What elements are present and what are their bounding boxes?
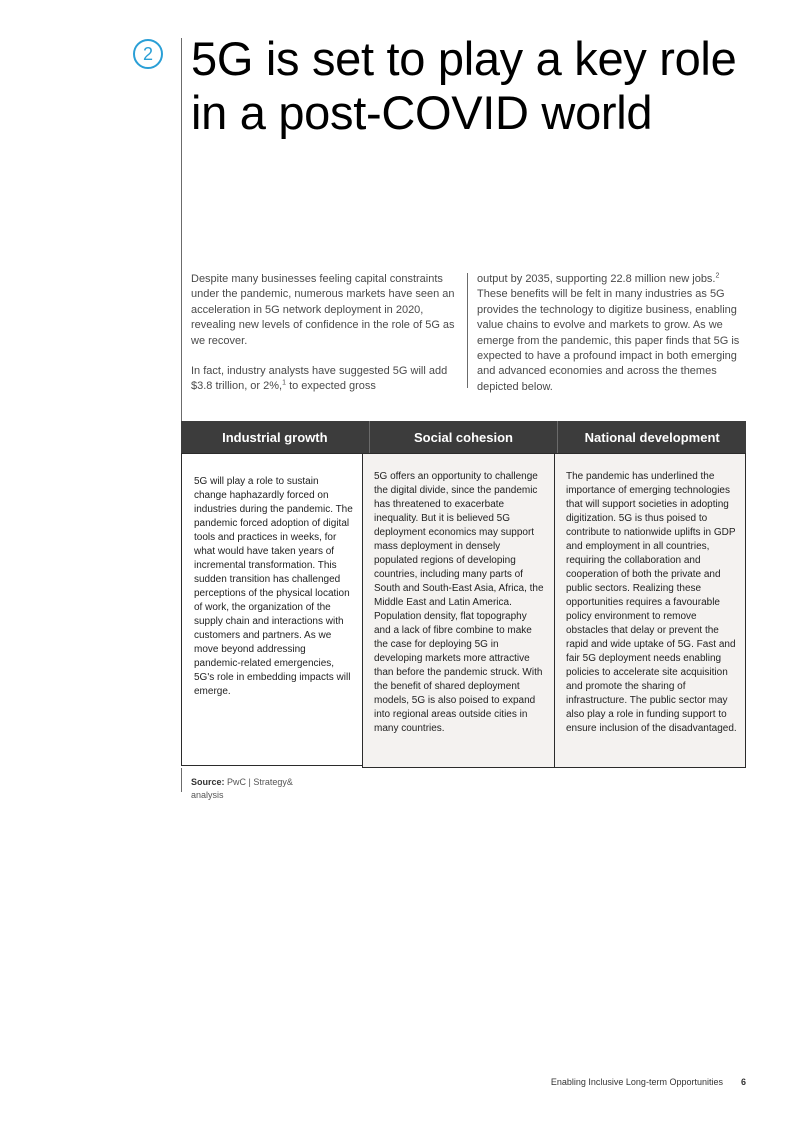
footnote-ref-2[interactable]: 2 <box>715 272 720 280</box>
source-label: Source: <box>191 777 225 787</box>
source-vertical-rule <box>181 768 182 792</box>
page-title: 5G is set to play a key role in a post-COVID world <box>191 32 737 139</box>
intro-paragraph-1: Despite many businesses feeling capital constraints under the pandemic, numerous markets have seen an acceleration in 5G network deployment in 2020, revealing new levels of confidence in the role of 5G as we recover. <box>191 273 455 347</box>
social-cohesion-text: 5G offers an opportunity to challenge the digital divide, since the pandemic has threatened to exacerbate inequality. But it is believed 5G deployment economics may support mass deployment in densely populated regions of developing countries, including many parts of South and South-East Asia, Africa, the Middle East and Latin America. Population density, flat topography and a lack of fibre combine to make the case for deploying 5G in developing markets more attractive than before the pandemic struck. With the benefit of shared deployment models, 5G is also poised to expand into regional areas outside cities in many countries. <box>374 471 544 734</box>
intro-column-divider <box>467 273 468 388</box>
page-number: 6 <box>740 1077 746 1087</box>
intro-paragraph-2-tail: to expected gross <box>286 380 376 393</box>
header-industrial-growth: Industrial growth <box>222 430 328 445</box>
section-number: 2 <box>142 43 153 64</box>
header-social-cohesion: Social cohesion <box>369 421 558 454</box>
intro-right-column <box>477 272 749 410</box>
title-vertical-rule <box>181 38 182 422</box>
industrial-growth-text: 5G will play a role to sustain change haphazardly forced on industries during the pandemic. The pandemic forced adoption of digital tools and practices in weeks, for what would have taken years of incremental transformation. This sudden transition has challenged perceptions of the physical location of work, the organization of the supply chain and interactions with customers and partners. As we move beyond addressing pandemic-related emergencies, 5G's role in embedding impacts will emerge. <box>194 476 353 697</box>
social-cohesion-box <box>362 453 555 768</box>
intro-paragraph-2 <box>191 364 461 395</box>
intro-paragraph-3-head: output by 2035, supporting 22.8 million new jobs. <box>477 273 716 285</box>
industrial-growth-box <box>181 453 363 766</box>
national-development-box <box>554 453 746 768</box>
footer-document-title: Enabling Inclusive Long-term Opportunities <box>550 1077 723 1087</box>
page-footer <box>551 1077 746 1087</box>
intro-paragraph-3-text: These benefits will be felt in many industries as 5G provides the technology to digitize business, enabling value chains to evolve and markets to grow. As we emerge from the pandemic, this paper finds that 5G is expected to have a profound impact in both emerging and advanced economies and across the themes depicted below. <box>477 288 740 393</box>
source-text: PwC | Strategy& analysis <box>191 777 293 800</box>
header-national-development: National development <box>557 421 746 454</box>
themes-header-bar <box>181 421 746 454</box>
source-note <box>191 776 321 802</box>
intro-paragraph-3 <box>477 272 749 395</box>
intro-left-column <box>191 272 461 410</box>
section-number-badge <box>133 39 163 69</box>
national-development-text: The pandemic has underlined the importance of emerging technologies that will support societies in adopting digitization. 5G is thus poised to contribute to nationwide uplifts in GDP and employment in all countries, requiring the collaboration and cooperation of both the private and public sectors. Realizing these opportunities requires a favourable policy environment to remove obstacles that delay or prevent the rapid and wide uptake of 5G. Fast and fair 5G deployment needs enabling policies to accelerate site acquisition and promote the sharing of infrastructure. The public sector may also play a role in funding support to ensure inclusion of the disadvantaged. <box>566 471 737 734</box>
intro-paragraph-2-text: In fact, industry analysts have suggested 5G will add $3.8 trillion, or 2%, <box>191 365 448 393</box>
footnote-ref-1[interactable]: 1 <box>282 379 287 387</box>
